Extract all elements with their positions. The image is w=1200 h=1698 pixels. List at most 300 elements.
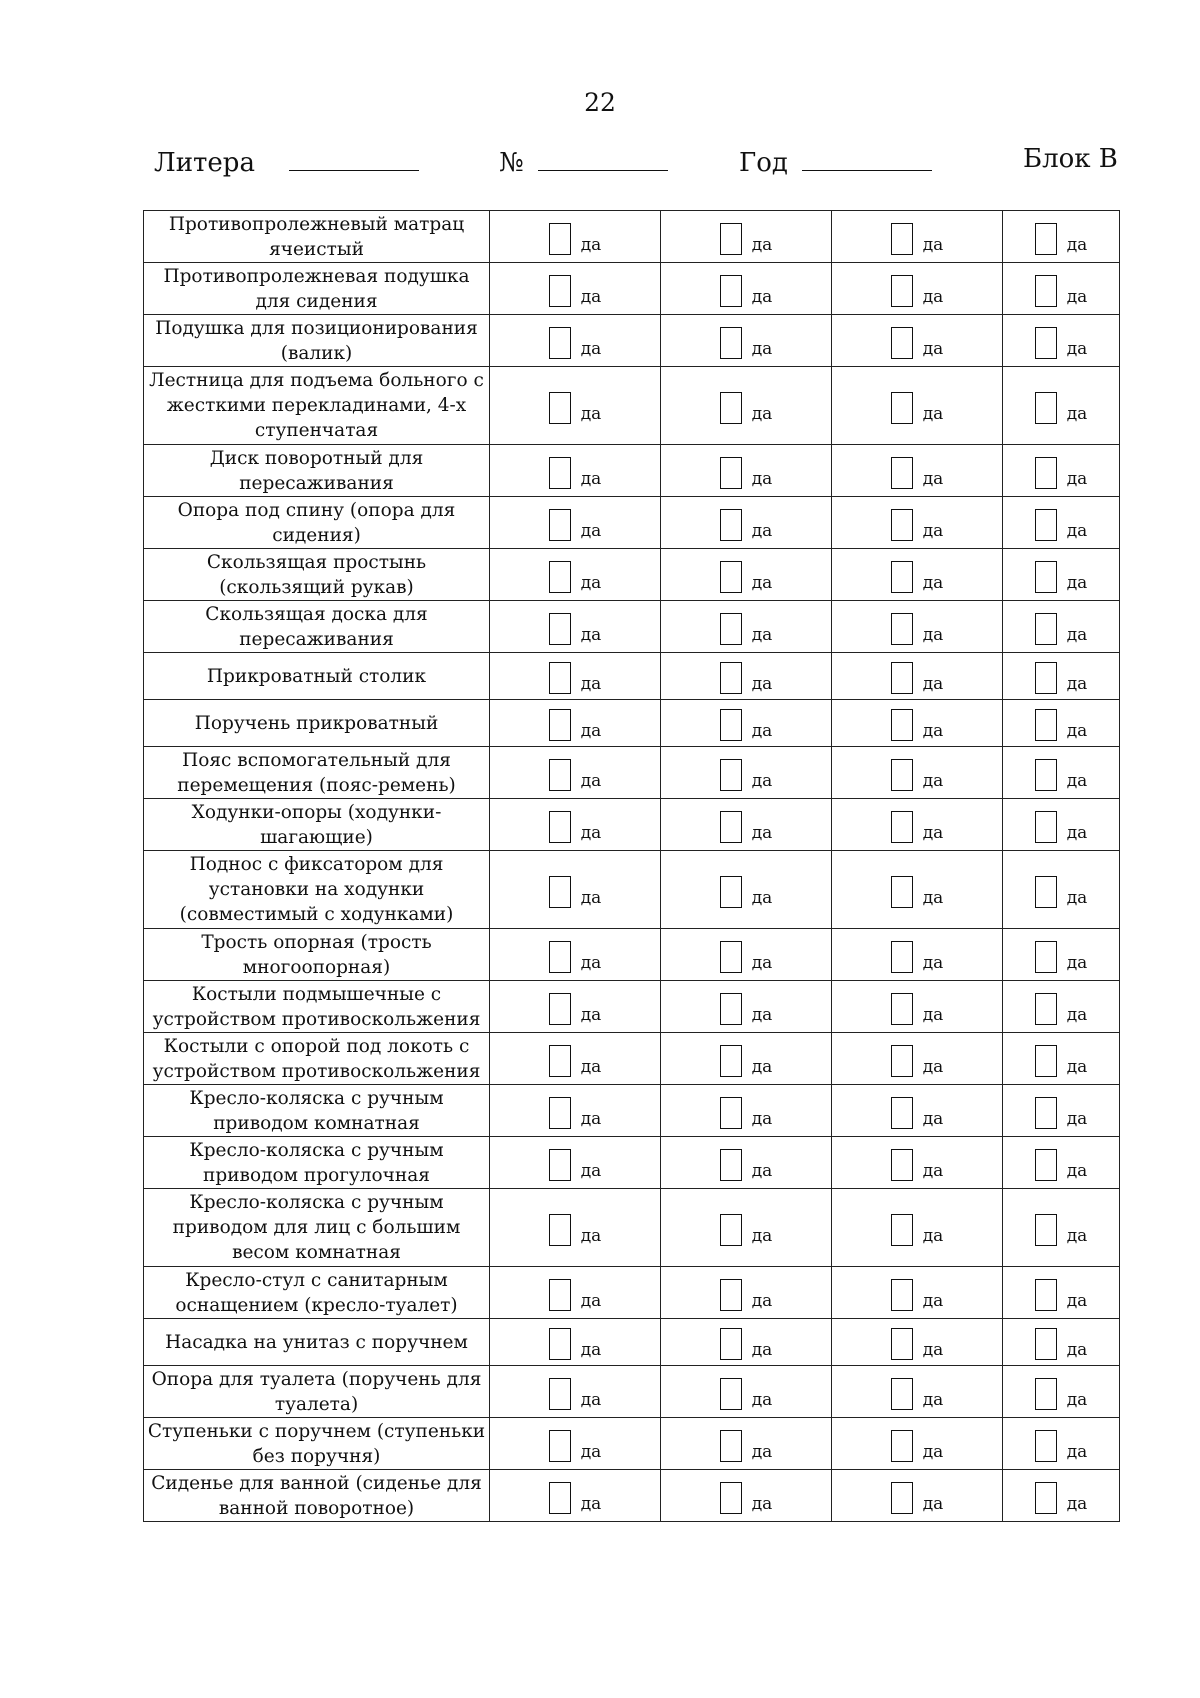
checkbox-group [661,705,831,741]
checkbox-group [661,557,831,593]
item-name: Скользящая доска для пересаживания [144,601,490,653]
checkbox-group [661,323,831,359]
checkbox-group [1003,557,1119,593]
checkbox-group [832,1426,1002,1462]
yes-checkbox[interactable] [549,327,571,359]
yes-checkbox[interactable] [1035,1097,1057,1129]
checkbox-group [490,755,660,791]
yes-label: да [580,468,602,489]
checkbox-group [832,323,1002,359]
option-cell [490,263,661,315]
yes-label: да [751,572,773,593]
yes-label: да [922,1004,944,1025]
option-cell [1003,549,1120,601]
yes-label: да [1066,1225,1088,1246]
checkbox-group [490,658,660,694]
option-cell [832,929,1003,981]
yes-checkbox[interactable] [1035,709,1057,741]
option-cell [661,851,832,929]
yes-checkbox[interactable] [1035,993,1057,1025]
yes-label: да [922,1225,944,1246]
checkbox-group [832,219,1002,255]
yes-checkbox[interactable] [1035,1214,1057,1246]
option-cell [490,700,661,747]
option-cell [661,1319,832,1366]
yes-checkbox[interactable] [891,1097,913,1129]
form-header [154,144,1118,184]
litera-input-line[interactable] [289,144,419,171]
yes-checkbox[interactable] [549,1482,571,1514]
yes-checkbox[interactable] [891,509,913,541]
yes-checkbox[interactable] [891,876,913,908]
option-cell [490,981,661,1033]
yes-label: да [751,520,773,541]
checkbox-group [832,1093,1002,1129]
yes-checkbox[interactable] [891,1149,913,1181]
option-cell [1003,799,1120,851]
yes-checkbox[interactable] [891,1378,913,1410]
checkbox-group [832,1041,1002,1077]
option-cell [490,851,661,929]
yes-label: да [922,286,944,307]
yes-checkbox[interactable] [720,1378,742,1410]
item-name: Кресло-коляска с ручным приводом прогулочная [144,1137,490,1189]
option-cell [1003,263,1120,315]
yes-checkbox[interactable] [720,613,742,645]
table-row [144,981,1120,1033]
litera-label: Литера [154,148,255,178]
yes-checkbox[interactable] [549,1097,571,1129]
table-row [144,653,1120,700]
checkbox-group [661,1041,831,1077]
option-cell [490,1033,661,1085]
yes-checkbox[interactable] [720,1430,742,1462]
checkbox-group [661,219,831,255]
option-cell [661,315,832,367]
yes-checkbox[interactable] [549,1045,571,1077]
yes-checkbox[interactable] [549,662,571,694]
option-cell [832,263,1003,315]
checkbox-group [490,609,660,645]
yes-checkbox[interactable] [1035,392,1057,424]
yes-checkbox[interactable] [720,993,742,1025]
checkbox-group [661,388,831,424]
checkbox-group [832,505,1002,541]
checkbox-group [1003,505,1119,541]
yes-checkbox[interactable] [720,759,742,791]
checkbox-group [490,1041,660,1077]
yes-label: да [1066,1290,1088,1311]
yes-checkbox[interactable] [1035,662,1057,694]
yes-label: да [1066,1389,1088,1410]
option-cell [661,263,832,315]
yes-label: да [580,520,602,541]
item-name: Противопролежневый матрац ячеистый [144,211,490,263]
yes-checkbox[interactable] [891,1214,913,1246]
item-name: Опора для туалета (поручень для туалета) [144,1366,490,1418]
item-name: Поднос с фиксатором для установки на ходунки (совместимый с ходунками) [144,851,490,929]
yes-checkbox[interactable] [549,941,571,973]
yes-checkbox[interactable] [720,1279,742,1311]
yes-label: да [580,338,602,359]
item-name: Сиденье для ванной (сиденье для ванной поворотное) [144,1470,490,1522]
option-cell [1003,700,1120,747]
yes-label: да [580,822,602,843]
checkbox-group [490,937,660,973]
option-cell [490,549,661,601]
yes-checkbox[interactable] [549,993,571,1025]
yes-label: да [922,1493,944,1514]
yes-checkbox[interactable] [1035,509,1057,541]
option-cell [832,315,1003,367]
yes-label: да [922,822,944,843]
option-cell [490,497,661,549]
yes-checkbox[interactable] [549,709,571,741]
yes-checkbox[interactable] [720,457,742,489]
option-cell [490,747,661,799]
yes-checkbox[interactable] [1035,613,1057,645]
yes-checkbox[interactable] [549,811,571,843]
option-cell [661,367,832,445]
option-cell [661,601,832,653]
checkbox-group [661,937,831,973]
yes-checkbox[interactable] [720,1482,742,1514]
item-name: Опора под спину (опора для сидения) [144,497,490,549]
checkbox-group [1003,1041,1119,1077]
yes-checkbox[interactable] [891,613,913,645]
option-cell [1003,211,1120,263]
checkbox-group [1003,658,1119,694]
option-cell [832,747,1003,799]
yes-checkbox[interactable] [1035,327,1057,359]
yes-checkbox[interactable] [720,1328,742,1360]
item-name: Костыли подмышечные с устройством противоскольжения [144,981,490,1033]
yes-label: да [580,572,602,593]
yes-label: да [751,952,773,973]
yes-label: да [580,887,602,908]
checkbox-group [1003,1426,1119,1462]
checkbox-group [490,219,660,255]
option-cell [832,1267,1003,1319]
yes-checkbox[interactable] [549,1378,571,1410]
yes-label: да [580,1441,602,1462]
yes-label: да [580,952,602,973]
option-cell [832,981,1003,1033]
table-row [144,1319,1120,1366]
yes-label: да [751,1004,773,1025]
option-cell [832,445,1003,497]
option-cell [490,211,661,263]
yes-checkbox[interactable] [720,1045,742,1077]
option-cell [661,799,832,851]
checkbox-group [490,1275,660,1311]
yes-label: да [922,1389,944,1410]
yes-checkbox[interactable] [891,662,913,694]
yes-label: да [922,338,944,359]
yes-label: да [1066,1441,1088,1462]
option-cell [490,367,661,445]
option-cell [1003,1470,1120,1522]
yes-label: да [751,887,773,908]
yes-checkbox[interactable] [549,223,571,255]
yes-label: да [751,286,773,307]
item-name: Подушка для позиционирования (валик) [144,315,490,367]
yes-checkbox[interactable] [1035,561,1057,593]
yes-label: да [580,286,602,307]
yes-label: да [580,770,602,791]
checkbox-group [661,1210,831,1246]
table-row [144,1033,1120,1085]
yes-checkbox[interactable] [720,1149,742,1181]
checkbox-group [1003,1374,1119,1410]
yes-label: да [922,770,944,791]
item-name: Костыли с опорой под локоть с устройством противоскольжения [144,1033,490,1085]
yes-checkbox[interactable] [891,1430,913,1462]
checkbox-group [490,505,660,541]
item-name: Насадка на унитаз с поручнем [144,1319,490,1366]
yes-label: да [1066,572,1088,593]
yes-checkbox[interactable] [549,509,571,541]
yes-label: да [751,1441,773,1462]
yes-checkbox[interactable] [891,709,913,741]
yes-checkbox[interactable] [549,759,571,791]
checkbox-group [661,271,831,307]
yes-checkbox[interactable] [891,759,913,791]
item-name: Кресло-стул с санитарным оснащением (кресло-туалет) [144,1267,490,1319]
table-row [144,601,1120,653]
yes-checkbox[interactable] [1035,941,1057,973]
yes-checkbox[interactable] [1035,275,1057,307]
year-input-line[interactable] [802,144,932,171]
year-label: Год [739,148,788,178]
yes-checkbox[interactable] [549,1279,571,1311]
yes-label: да [580,1493,602,1514]
option-cell [490,1366,661,1418]
yes-label: да [580,234,602,255]
yes-checkbox[interactable] [720,223,742,255]
yes-checkbox[interactable] [1035,876,1057,908]
yes-checkbox[interactable] [891,457,913,489]
item-name: Ступеньки с поручнем (ступеньки без поручня) [144,1418,490,1470]
yes-checkbox[interactable] [891,1045,913,1077]
yes-checkbox[interactable] [891,1328,913,1360]
checkbox-group [490,1324,660,1360]
yes-label: да [751,1290,773,1311]
number-label: № [499,148,524,178]
checkbox-group [1003,1145,1119,1181]
option-cell [832,1418,1003,1470]
yes-checkbox[interactable] [1035,1482,1057,1514]
yes-label: да [751,624,773,645]
yes-checkbox[interactable] [1035,223,1057,255]
table-row [144,549,1120,601]
checkbox-group [661,658,831,694]
option-cell [832,601,1003,653]
yes-label: да [580,624,602,645]
option-cell [661,1189,832,1267]
option-cell [1003,601,1120,653]
yes-checkbox[interactable] [549,275,571,307]
yes-label: да [922,674,944,694]
yes-checkbox[interactable] [891,223,913,255]
table-row [144,1267,1120,1319]
checkbox-group [832,658,1002,694]
checkbox-group [490,989,660,1025]
option-cell [661,497,832,549]
checkbox-group [1003,1093,1119,1129]
yes-checkbox[interactable] [1035,759,1057,791]
yes-label: да [1066,520,1088,541]
option-cell [1003,367,1120,445]
yes-checkbox[interactable] [1035,1430,1057,1462]
yes-checkbox[interactable] [720,811,742,843]
yes-label: да [922,952,944,973]
yes-label: да [580,1225,602,1246]
yes-checkbox[interactable] [1035,1045,1057,1077]
checkbox-group [832,557,1002,593]
checkbox-group [832,609,1002,645]
yes-label: да [922,1340,944,1360]
checkbox-group [1003,872,1119,908]
table-row [144,497,1120,549]
option-cell [661,1137,832,1189]
yes-checkbox[interactable] [891,392,913,424]
yes-checkbox[interactable] [891,561,913,593]
yes-checkbox[interactable] [720,709,742,741]
option-cell [832,549,1003,601]
yes-checkbox[interactable] [549,876,571,908]
number-input-line[interactable] [538,144,668,171]
option-cell [1003,445,1120,497]
yes-label: да [580,1340,602,1360]
yes-checkbox[interactable] [549,613,571,645]
yes-checkbox[interactable] [1035,1279,1057,1311]
option-cell [1003,851,1120,929]
item-name: Кресло-коляска с ручным приводом для лиц с большим весом комнатная [144,1189,490,1267]
yes-label: да [751,1389,773,1410]
checkbox-group [490,872,660,908]
yes-label: да [580,1108,602,1129]
yes-checkbox[interactable] [891,941,913,973]
yes-checkbox[interactable] [720,1214,742,1246]
yes-checkbox[interactable] [720,275,742,307]
yes-label: да [751,1493,773,1514]
checkbox-group [1003,1275,1119,1311]
item-name: Противопролежневая подушка для сидения [144,263,490,315]
yes-label: да [1066,1004,1088,1025]
yes-checkbox[interactable] [549,392,571,424]
checkbox-group [661,453,831,489]
checkbox-group [661,989,831,1025]
yes-checkbox[interactable] [891,993,913,1025]
yes-checkbox[interactable] [1035,1328,1057,1360]
option-cell [1003,929,1120,981]
yes-label: да [922,1290,944,1311]
yes-label: да [1066,1108,1088,1129]
yes-label: да [922,1056,944,1077]
yes-checkbox[interactable] [720,1097,742,1129]
table-row [144,1470,1120,1522]
yes-checkbox[interactable] [891,275,913,307]
checkbox-group [490,388,660,424]
table-row [144,1085,1120,1137]
option-cell [490,1418,661,1470]
yes-checkbox[interactable] [549,457,571,489]
option-cell [490,1267,661,1319]
yes-checkbox[interactable] [891,1482,913,1514]
yes-checkbox[interactable] [549,561,571,593]
option-cell [661,929,832,981]
yes-label: да [751,674,773,694]
yes-checkbox[interactable] [549,1214,571,1246]
table-row [144,263,1120,315]
yes-checkbox[interactable] [1035,457,1057,489]
checkbox-group [661,1478,831,1514]
yes-checkbox[interactable] [720,941,742,973]
option-cell [1003,315,1120,367]
yes-checkbox[interactable] [1035,811,1057,843]
yes-label: да [922,1108,944,1129]
yes-label: да [1066,822,1088,843]
yes-checkbox[interactable] [891,811,913,843]
yes-checkbox[interactable] [549,1149,571,1181]
checkbox-group [1003,219,1119,255]
yes-checkbox[interactable] [891,327,913,359]
item-name: Диск поворотный для пересаживания [144,445,490,497]
yes-checkbox[interactable] [720,662,742,694]
checkbox-group [490,705,660,741]
checkbox-group [490,1478,660,1514]
yes-label: да [922,887,944,908]
checkbox-group [832,388,1002,424]
yes-label: да [1066,1160,1088,1181]
checkbox-group [832,1324,1002,1360]
table-row [144,747,1120,799]
item-name: Поручень прикроватный [144,700,490,747]
checkbox-group [490,453,660,489]
checkbox-group [661,1093,831,1129]
table-row [144,315,1120,367]
yes-checkbox[interactable] [1035,1149,1057,1181]
option-cell [1003,981,1120,1033]
yes-checkbox[interactable] [720,327,742,359]
checkbox-group [661,609,831,645]
checkbox-group [1003,1324,1119,1360]
yes-checkbox[interactable] [891,1279,913,1311]
checkbox-group [490,1210,660,1246]
yes-checkbox[interactable] [1035,1378,1057,1410]
option-cell [661,211,832,263]
option-cell [1003,497,1120,549]
checkbox-group [661,872,831,908]
yes-label: да [922,1441,944,1462]
yes-checkbox[interactable] [720,509,742,541]
number-field [499,144,668,178]
yes-label: да [1066,674,1088,694]
table-row [144,1418,1120,1470]
yes-checkbox[interactable] [549,1328,571,1360]
yes-checkbox[interactable] [720,876,742,908]
page-number: 22 [584,88,616,117]
item-name: Трость опорная (трость многоопорная) [144,929,490,981]
yes-checkbox[interactable] [549,1430,571,1462]
yes-label: да [751,1056,773,1077]
yes-label: да [1066,403,1088,424]
yes-checkbox[interactable] [720,392,742,424]
checkbox-group [832,872,1002,908]
item-name: Ходунки-опоры (ходунки-шагающие) [144,799,490,851]
yes-checkbox[interactable] [720,561,742,593]
